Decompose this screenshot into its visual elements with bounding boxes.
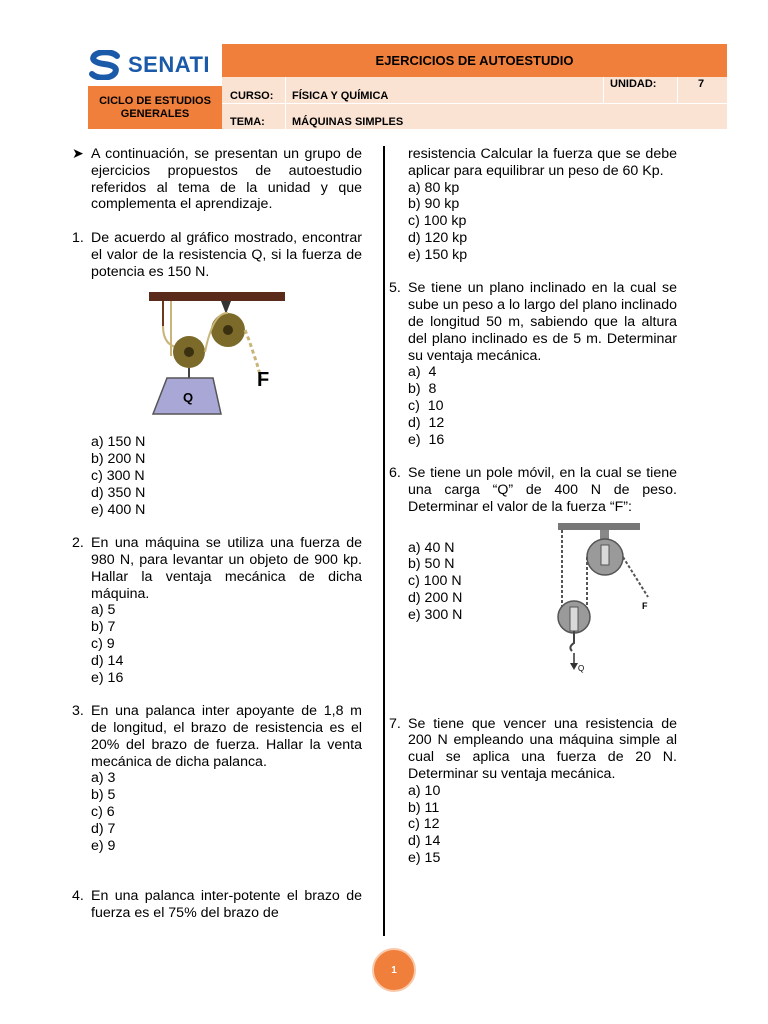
tema-value: MÁQUINAS SIMPLES xyxy=(292,116,404,128)
question-4-continued: resistencia Calcular la fuerza que se debe aplicar para equilibrar un peso de 60 Kp. a) 80 kp b) 90 kp c) 100 kp d) 120 kp e) 150 kp xyxy=(408,146,677,263)
left-column xyxy=(72,146,362,921)
question-4-text: En una palanca inter-potente el brazo de fuerza es el 75% del brazo de xyxy=(91,887,362,921)
question-7: 7. Se tiene que vencer una resistencia de 200 N empleando una máquina simple al cual se aplica una fuerza de 20 N. Determinar su ventaja mecánica. a) 10 b) 11 c) 12 d) 14 e) 15 xyxy=(389,715,677,866)
column-divider xyxy=(383,146,385,936)
intro-paragraph: ➤ A continuación, se presentan un grupo de ejercicios propuestos de autoestudio referidos al tema de la unidad y que complementa el aprendizaje. xyxy=(72,146,362,213)
pulley-figure-6 xyxy=(544,523,660,673)
right-column xyxy=(389,146,677,867)
senati-s-icon xyxy=(88,50,122,80)
unidad-label: UNIDAD: xyxy=(610,78,657,90)
question-7-text: Se tiene que vencer una resistencia de 200 N empleando una máquina simple al cual se aplica una fuerza de 20 N. Determinar su ventaja mecánica. xyxy=(408,715,677,782)
arrow-bullet-icon: ➤ xyxy=(72,146,84,162)
curso-value: FÍSICA Y QUÍMICA xyxy=(292,90,389,102)
figure-6-f-label: F xyxy=(642,601,648,612)
senati-logo xyxy=(88,44,222,86)
question-2: 2. En una máquina se utiliza una fuerza de 980 N, para levantar un objeto de 900 kp. Hallar la ventaja mecánica de dicha máquina. a) 5 b) 7 c) 9 d) 14 e) 16 xyxy=(72,535,362,686)
logo-text: SENATI xyxy=(128,52,211,77)
question-6: 6. Se tiene un pole móvil, en la cual se tiene una carga “Q” de 400 N de peso. Determinar el valor de la fuerza “F”: a) 40 N b) 50 N c) 100 N d) 200 N e) 300 N F Q xyxy=(389,465,677,674)
question-2-text: En una máquina se utiliza una fuerza de 980 N, para levantar un objeto de 900 kp. Hallar la ventaja mecánica de dicha máquina. xyxy=(91,535,362,602)
curso-label: CURSO: xyxy=(230,90,274,102)
question-3: 3. En una palanca inter apoyante de 1,8 m de longitud, el brazo de resistencia es el 20% del brazo de fuerza. Hallar la venta mecánica de dicha palanca. a) 3 b) 5 c) 6 d) 7 e) 9 xyxy=(72,703,362,854)
question-5-text: Se tiene un plano inclinado en la cual se sube un peso a lo largo del plano inclinado de longitud 50 m, sabiendo que la altura del plano inclinado es de 5 m. Determinar su ventaja mecánica. xyxy=(408,280,677,364)
figure-1-q-label: Q xyxy=(183,390,194,406)
header-title: EJERCICIOS DE AUTOESTUDIO xyxy=(222,44,727,77)
question-5: 5. Se tiene un plano inclinado en la cual se sube un peso a lo largo del plano inclinado de longitud 50 m, sabiendo que la altura del plano inclinado es de 5 m. Determinar su ventaja mecánica. a) 4 b) 8 c) 10 d) 12 e) 16 xyxy=(389,280,677,448)
tema-label: TEMA: xyxy=(230,116,265,128)
pulley-figure-1 xyxy=(143,286,313,434)
question-1: 1. De acuerdo al gráfico mostrado, encontrar el valor de la resistencia Q, si la fuerza de potencia es 150 N. Q F a) 150 N b) 200 N c) 300 N d) 350 N e) 400 N xyxy=(72,229,362,518)
question-3-text: En una palanca inter apoyante de 1,8 m de longitud, el brazo de resistencia es el 20% del brazo de fuerza. Hallar la venta mecánica de dicha palanca. xyxy=(91,703,362,770)
question-6-text: Se tiene un pole móvil, en la cual se tiene una carga “Q” de 400 N de peso. Determinar el valor de la fuerza “F”: xyxy=(408,465,677,515)
question-4-continuation: resistencia Calcular la fuerza que se debe aplicar para equilibrar un peso de 60 Kp. xyxy=(408,146,677,179)
unidad-value: 7 xyxy=(698,78,705,90)
question-4: 4. En una palanca inter-potente el brazo de fuerza es el 75% del brazo de xyxy=(72,887,362,921)
ciclo-label: CICLO DE ESTUDIOS GENERALES xyxy=(88,86,222,129)
figure-1-f-label: F xyxy=(257,369,270,392)
question-1-text: De acuerdo al gráfico mostrado, encontrar el valor de la resistencia Q, si la fuerza de potencia es 150 N. xyxy=(91,229,362,280)
figure-6-q-label: Q xyxy=(578,664,585,674)
page-number: 1 xyxy=(372,948,416,992)
header-info-grid xyxy=(222,77,727,129)
